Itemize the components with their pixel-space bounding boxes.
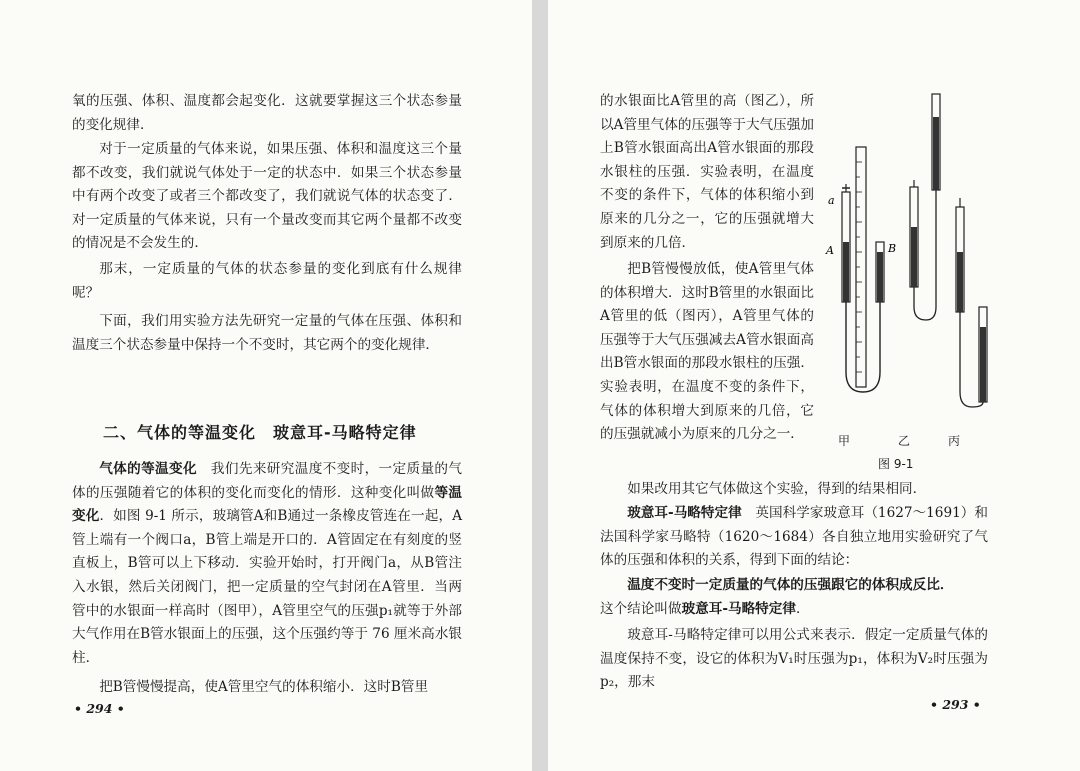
rubber-hose-1 — [846, 302, 880, 392]
right-page-number: • 293 • — [930, 697, 981, 712]
left-paragraph-6: 把B管慢慢提高，使A管里空气的体积缩小．这时B管里 — [99, 679, 429, 695]
right-paragraph-6-prefix: 这个结论叫做 — [600, 601, 682, 617]
left-paragraph-2: 对于一定质量的气体来说，如果压强、体积和温度这三个量都不改变，我们就说气体处于一定的状态中．如果三个状态参量中有两个改变了或者三个都改变了，我们就说气体的状态变了．对一定质量的气体来说，只有一个量改变而其它两个量都不改变的情况是不会发生的． — [72, 141, 462, 252]
left-paragraph-5 — [72, 458, 462, 670]
term-boyle-mariotte: 玻意耳-马略特定律 — [627, 505, 742, 521]
right-paragraph-7: 玻意耳-马略特定律可以用公式来表示．假定一定质量气体的温度保持不变，设它的体积为V₁时压强为p₁，体积为V₂时压强为p₂，那末 — [600, 627, 988, 691]
right-paragraph-3: 如果改用其它气体做这个实验，得到的结果相同． — [627, 481, 927, 497]
subfigure-label-yi: 乙 — [898, 434, 911, 448]
left-paragraph-4: 下面，我们用实验方法先研究一定量的气体在压强、体积和温度三个状态参量中保持一个不变时，其它两个的变化规律． — [72, 313, 462, 353]
label-valve-a: a — [828, 194, 835, 207]
left-paragraph-3: 那末，一定质量的气体的状态参量的变化到底有什么规律呢？ — [72, 261, 462, 301]
law-statement: 温度不变时一定质量的气体的压强跟它的体积成反比． — [627, 577, 954, 593]
term-isothermal-change: 等温变化 — [72, 484, 463, 525]
left-paragraph-5-tail: ．如图 9-1 所示，玻璃管A和B通过一条橡皮管连在一起，A管上端有一个阀口a，B管上端是开口的．A管固定在有刻度的竖直板上，B管可以上下移动．实验开始时，打开阀门a，从B管注入水银，然后关闭阀门，把一定质量的空气封闭在A管里．当两管中的水银面一样高时（图甲），A管里空气的压强p₁就等于外部大气作用在B管水银面上的压强，这个压强约等于 76 厘米高水银柱． — [72, 508, 463, 666]
right-paragraph-4 — [600, 502, 988, 573]
section-heading: 二、气体的等温变化 玻意耳-马略特定律 — [103, 423, 417, 442]
law-name: 玻意耳-马略特定律 — [681, 601, 796, 617]
rubber-hose-2 — [914, 190, 936, 320]
label-tube-b: B — [888, 242, 897, 255]
right-paragraph-6-suffix: ． — [795, 601, 810, 617]
right-paragraph-1: 的水银面比A管里的高（图乙），所以A管里气体的压强等于大气压强加上B管水银面高出A管水银面的那段水银柱的压强．实验表明，在温度不变的条件下，气体的体积缩小到原来的几分之一，它的压强就增大到原来的几倍． — [600, 93, 814, 251]
subfigure-label-bing: 丙 — [948, 434, 961, 448]
right-paragraph-4-text: 英国科学家玻意耳（1627～1691）和法国科学家马略特（1620～1684）各自独立地用实验研究了气体的压强和体积的关系，得到下面的结论： — [600, 505, 988, 569]
scale-ticks — [856, 162, 862, 372]
term-isothermal: 气体的等温变化 — [99, 461, 197, 477]
left-page-number: • 294 • — [74, 701, 125, 716]
right-page — [548, 0, 1080, 771]
label-tube-a: A — [826, 244, 834, 257]
left-page — [0, 0, 532, 771]
subfigure-label-jia: 甲 — [838, 434, 851, 448]
figure-caption: 图 9-1 — [878, 457, 914, 471]
mercury-b — [877, 252, 883, 302]
mercury-a — [843, 242, 849, 302]
figure-9-1 — [818, 92, 998, 422]
left-paragraph-5-text: 我们先来研究温度不变时，一定质量的气体的压强随着它的体积的变化而变化的情形．这种变化叫做 — [72, 461, 462, 501]
right-paragraph-6 — [600, 598, 988, 622]
right-paragraph-2: 把B管慢慢放低，使A管里气体的体积增大．这时B管里的水银面比A管里的低（图丙），A管里气体的压强等于大气压强减去A管水银面高出B管水银面的那段水银柱的压强．实验表明，在温度不变的条件下，气体的体积增大到原来的几倍，它的压强就减小为原来的几分之一． — [600, 261, 814, 443]
book-gutter — [532, 0, 548, 771]
left-paragraph-1: 氧的压强、体积、温度都会起变化．这就要掌握这三个状态参量的变化规律． — [72, 93, 462, 133]
